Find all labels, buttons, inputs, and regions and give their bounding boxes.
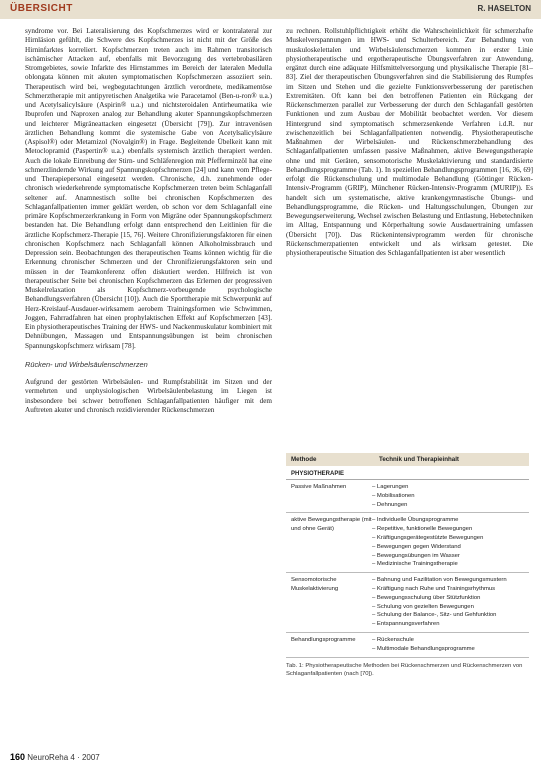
table-item: – Repetitive, funktionelle Bewegungen (372, 525, 529, 534)
table-item: – Bewegungsübungen im Wasser (372, 552, 529, 561)
table-item: – Multimodale Behandlungsprogramme (372, 645, 529, 654)
table-item: – Lagerungen (372, 483, 529, 492)
table-header-technique: Technik und Therapieinhalt (379, 456, 459, 463)
left-paragraph-2: Aufgrund der gestörten Wirbelsäulen- und Rumpfstabilität im Sitzen und der vermehrten und unphysiologischen Wirbelsäulenbelastung im Liegen ist insbesondere bei schwer betroffenen Schlaganfallpatienten häufiger mit dem Auftreten akuter und chronisch rezidivierender Rückenschmerzen (25, 378, 272, 414)
table-row (286, 633, 529, 658)
table-method: Behandlungsprogramme (291, 636, 356, 643)
therapy-table (286, 453, 529, 678)
table-item: – Mobilisationen (372, 492, 529, 501)
table-items (372, 483, 529, 509)
table-item: – Schulung von gezielten Bewegungen (372, 603, 529, 612)
table-item: – Bewegungsschulung über Stützfunktion (372, 594, 529, 603)
table-row (286, 480, 529, 513)
left-paragraph-1: syndrome vor. Bei Lateralisierung des Kopfschmerzes wird er kontralateral zur Hirnläsion gefühlt, die Schwere des Kopfschmerzes ist nicht mit der Größe des Hirninfarktes korreliert. Kopfschmerzen treten auch im Rahmen transitorisch ischämischer Attacken auf, ebenfalls mit Bevorzugung des vertebrobasilären Stromgebietes, sowie Infarkte des Hirnstammes im Bereich der lateralen Medulla oblongata können mit akuten symptomatischen Kopfschmerzen assoziiert sein. Therapeutisch wird bei, wegbegutachtungen ärztlich verordnete, medikamentöse Schmerztherapie mit antipyretischen Analgetika wie Paracetamol (Ben-u-ron® u.a.) und Acetylsalicylsäure (Aspirin® u.a.) und nichtsteroidalen Antirheumatika wie Ibuprofen und Naproxen analog zur Behandlung akuter Spannungskopfschmerzen und leichterer Migräneattacken eingesetzt (Übersicht [79]). Zur intravenösen ärztlichen Behandlung kommt die systemische Gabe von Acetylsalicylsäure (Aspisol®) oder Metamizol (Novalgin®) in Frage. Begleitende Übelkeit kann mit Metoclopramid (Paspertin® u.a.) ebenfalls systemisch ärztlich therapiert werden. Auch die lokale Einreibung der Stirn- und Schläfenregion mit Pfefferminzöl hat eine schmerzlindernde Wirkung auf Spannungskopfschmerzen [24] und kann vom Pflege- und Therapiepersonal eingesetzt werden. Chronische, d.h. zunehmende oder chronisch wiederkehrende symptomatische Kopfschmerzen treten beim Schlaganfall seltener auf. Anamnestisch sollte bei chronischen Kopfschmerzen des Schlaganfallpatienten immer geklärt werden, ob schon vor dem Schlaganfall eine primäre Kopfschmerzerkrankung in Form von Migräne oder Spannungskopfschmerz bestanden hat. Die Behandlung erfolgt dann entsprechend den Leitlinien für die ärztliche Kopfschmerz-Therapie [15, 76]. Weitere Chronifizierungsfaktoren für einen chronischen Kopfschmerz nach Schlaganfall können Alkoholmissbrauch und Depression sein. Beobachtungen des therapeutischen Teams können wichtig für die Erkennung chronischer Schmerzen und der Chronifizierungsfaktoren sein und müssen in der Teamkonferenz offen diskutiert werden. Hilfreich ist von therapeutischer Seite bei chronischen Kopfschmerzen das Erlernen der progressiven Muskelrelaxation als Kopfschmerz-vorbeugende psychologische Behandlungsverfahren (Übersicht [10]). Auch die Sporttherapie mit Schwerpunkt auf Herz-Kreislauf-Ausdauer-wirksamem aerobem Trainingsformen wie Schwimmen, Joggen, Fahrradfahren hat einen prophylaktischen Effekt auf Kopfschmerzen [43]. Ein physiotherapeutisches Training der HWS- und Nackenmuskulatur kombiniert mit Dehnübungen, Massagen und Entspannungsübungen ist beim chronischen Spannungskopfschmerz wirksam [78]. (25, 27, 272, 350)
table-method: Sensomotorische Muskelaktivierung (291, 577, 339, 592)
left-column (25, 27, 272, 415)
table-header-method: Methode (291, 456, 317, 463)
table-item: – Kräftigung nach Ruhe und Trainingsrhythmus (372, 585, 529, 594)
section-title: ÜBERSICHT (10, 3, 73, 14)
table-item: – Kräftigungsgerätegestützte Bewegungen (372, 534, 529, 543)
table-item: – Dehnungen (372, 501, 529, 510)
table-item: – Bewegungen gegen Widerstand (372, 543, 529, 552)
table-item: – Bahnung und Fazilitation von Bewegungsmustern (372, 576, 529, 585)
header-bar (0, 0, 541, 19)
page-footer (10, 752, 100, 762)
table-method: Passive Maßnahmen (291, 484, 347, 490)
table-item: – Schulung der Balance-, Sitz- und Gehfunktion (372, 611, 529, 620)
journal-name: NeuroReha 4 · 2007 (27, 753, 100, 762)
table-row (286, 573, 529, 633)
table-items (372, 636, 529, 654)
page-number: 160 (10, 752, 26, 762)
table-row (286, 513, 529, 573)
table-header (286, 453, 529, 466)
table-caption: Tab. 1: Physiotherapeutische Methoden bei Rückenschmerzen und Rückenschmerzen von Schlaganfallpatienten (nach [70]). (286, 662, 523, 677)
table-item: – Individuelle Übungsprogramme (372, 516, 529, 525)
table-items (372, 576, 529, 629)
subheading: Rücken- und Wirbelsäulenschmerzen (25, 359, 148, 369)
table-item: – Rückenschule (372, 636, 529, 645)
right-column (286, 27, 533, 258)
table-section-label: PHYSIOTHERAPIE (286, 466, 529, 480)
table-items (372, 516, 529, 569)
right-paragraph-1: zu rechnen. Rollstuhlpflichtigkeit erhöht die Wahrscheinlichkeit für schmerzhafte Muskelverspannungen im HWS- und Schulterbereich. Zur Behandlung von muskuloskelettalen und Wirbelsäulenschmerzen kommen in erster Linie physiotherapeutische und ergotherapeutische Übungsverfahren zur Anwendung, ergänzt durch eine adäquate Hilfsmittelversorgung und physikalische Therapie [81–83]. Ziel der therapeutischen Übungsverfahren sind die Stabilisierung des Rumpfes im Sitzen und Stehen und die gezielte Funktionsverbesserung der paretischen Extremitäten. Oft kann bei den betroffenen Patienten ein Rückgang der Rückenschmerzen parallel zur Verbesserung der durch den Schlaganfall gestörten Funktionen und zum Ausbau der Mobilität beobachtet werden. Vor diesem Hintergrund sind symptomatisch schmerzsenkende Verfahren i.d.R. nur zwischenzeitlich bei Schlaganfallpatienten notwendig. Physiotherapeutische Maßnahmen der Wirbelsäulen- und Rückenschmerzbehandlung des Schlaganfallpatienten umfassen passive Maßnahmen, aktive Bewegungstherapie ohne und mit Geräten, sensomotorische Muskelaktivierung und standardisierte Behandlungsprogramme (Tab. 1). In speziellen Behandlungsprogrammen [16, 36, 69] erfolgt die Rückenschulung und multimodale Behandlung (Göttinger Rücken-Intensiv-Programm (GRIP), Münchener Rücken-Intensiv-Programm (MURIP)). Es handelt sich um systematische, aktive krankengymnastische Übungs- und Behandlungsprogramme, die Rücken- und Haltungsschulungen, Übungen zur Bewegungserweiterung, Wechsel zwischen Belastung und Entlastung, Hebetechniken im Alltag, Entspannung und Körperhaltung sowie Ausdauertraining umfassen (Übersicht [70]). Das Rückenintensivprogramm werden für chronische Rückenschmerzpatienten entwickelt und als wirksam getestet. Die physiotherapeutische Situation des Schlaganfallpatienten ist aber wesentlich (286, 27, 533, 257)
table-item: – Medizinische Trainingstherapie (372, 560, 529, 569)
table-method: aktive Bewegungstherapie (mit und ohne Gerät) (291, 517, 372, 533)
author-name: R. HASELTON (477, 4, 531, 13)
table-item: – Entspannungsverfahren (372, 620, 529, 629)
